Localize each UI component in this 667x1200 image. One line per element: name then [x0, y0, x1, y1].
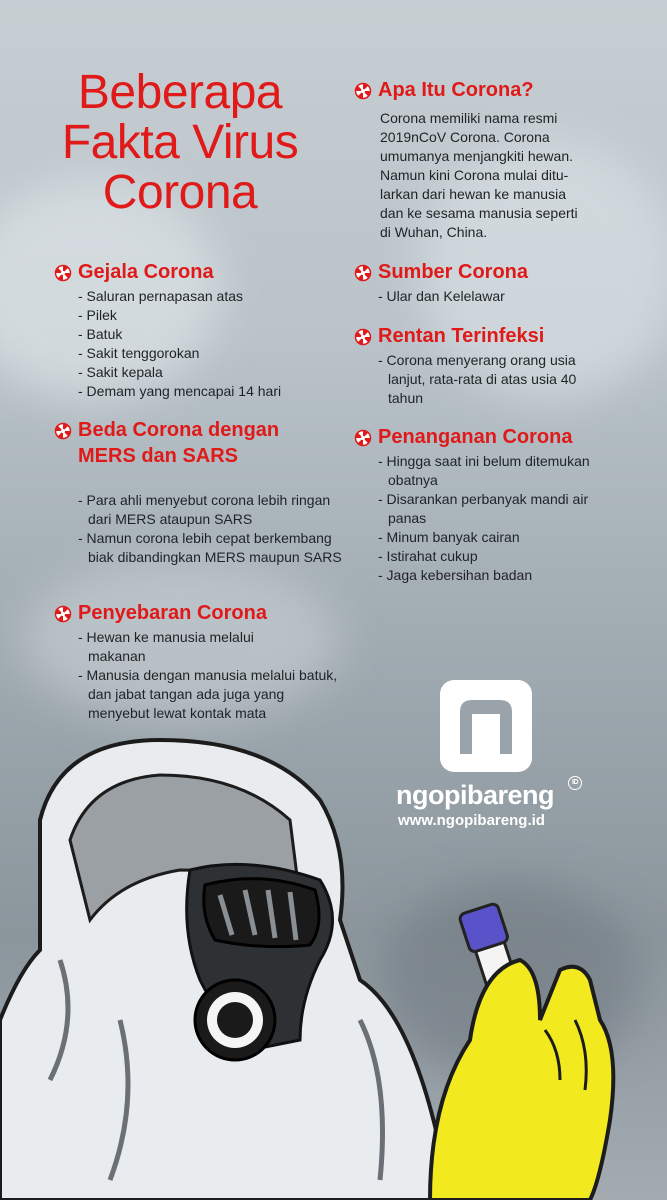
website-url: www.ngopibareng.id — [398, 812, 545, 829]
text-line: di Wuhan, China. — [380, 224, 488, 240]
text-line: larkan dari hewan ke manusia — [380, 186, 566, 202]
goggles — [204, 879, 319, 947]
list-item: - Ular dan Kelelawar — [378, 288, 505, 304]
section-title: Apa Itu Corona? — [378, 79, 534, 101]
list-item: - Batuk — [78, 326, 123, 342]
hazmat-illustration — [0, 720, 667, 1200]
virus-bullet-icon — [54, 264, 72, 282]
section-gejala — [54, 260, 344, 401]
section-title: Beda Corona dengan — [78, 419, 280, 441]
list-item: - Sakit kepala — [78, 364, 163, 380]
section-apa — [354, 78, 644, 242]
title-line: Fakta Virus — [61, 116, 299, 169]
list-item: - Jaga kebersihan badan — [378, 567, 533, 583]
section-title: Rentan Terinfeksi — [378, 325, 545, 347]
text-line: 2019nCoV Corona. Corona — [380, 129, 550, 145]
page-title — [30, 68, 330, 218]
brand-text: ngopibareng — [396, 780, 554, 810]
title-line: Beberapa — [77, 66, 283, 119]
section-sumber — [354, 260, 644, 306]
section-title: Gejala Corona — [78, 261, 214, 283]
section-penyebaran — [54, 601, 344, 723]
list-item: - Manusia dengan manusia melalui batuk, dan jabat tangan ada juga yang menyebut lewat kontak mata — [78, 667, 338, 721]
list-item: - Namun corona lebih cepat berkembang biak dibandingkan MERS maupun SARS — [78, 530, 342, 565]
list-item: - Istirahat cukup — [378, 548, 478, 564]
list-item: - Minum banyak cairan — [378, 529, 520, 545]
list-item: - Disarankan perbanyak mandi air panas — [378, 491, 589, 526]
list-item: - Pilek — [78, 307, 117, 323]
text-line: Namun kini Corona mulai ditu- — [380, 167, 569, 183]
virus-bullet-icon — [354, 82, 372, 100]
section-beda — [54, 418, 344, 567]
virus-bullet-icon — [54, 422, 72, 440]
virus-bullet-icon — [354, 429, 372, 447]
brand-badge: ID — [568, 776, 582, 790]
list-item: - Demam yang mencapai 14 hari — [78, 383, 282, 399]
virus-bullet-icon — [54, 605, 72, 623]
virus-bullet-icon — [354, 328, 372, 346]
list-item: - Hingga saat ini belum ditemukan obatnya — [378, 453, 590, 488]
list-item: - Saluran pernapasan atas — [78, 288, 243, 304]
text-line: Corona memiliki nama resmi — [380, 110, 558, 126]
section-penanganan — [354, 425, 644, 585]
section-rentan — [354, 324, 644, 408]
section-title-line2: MERS dan SARS — [78, 445, 239, 467]
list-item: - Hewan ke manusia melalui makanan — [78, 629, 254, 664]
list-item: - Para ahli menyebut corona lebih ringan dari MERS ataupun SARS — [78, 492, 331, 527]
section-title: Penanganan Corona — [378, 426, 573, 448]
virus-bullet-icon — [354, 264, 372, 282]
section-title: Penyebaran Corona — [78, 602, 267, 624]
section-title: Sumber Corona — [378, 261, 529, 283]
list-item: - Sakit tenggorokan — [78, 345, 200, 361]
list-item: - Corona menyerang orang usia lanjut, rata-rata di atas usia 40 tahun — [378, 352, 577, 406]
text-line: dan ke sesama manusia seperti — [380, 205, 578, 221]
text-line: umumanya menjangkiti hewan. — [380, 148, 573, 164]
title-line: Corona — [102, 166, 258, 219]
